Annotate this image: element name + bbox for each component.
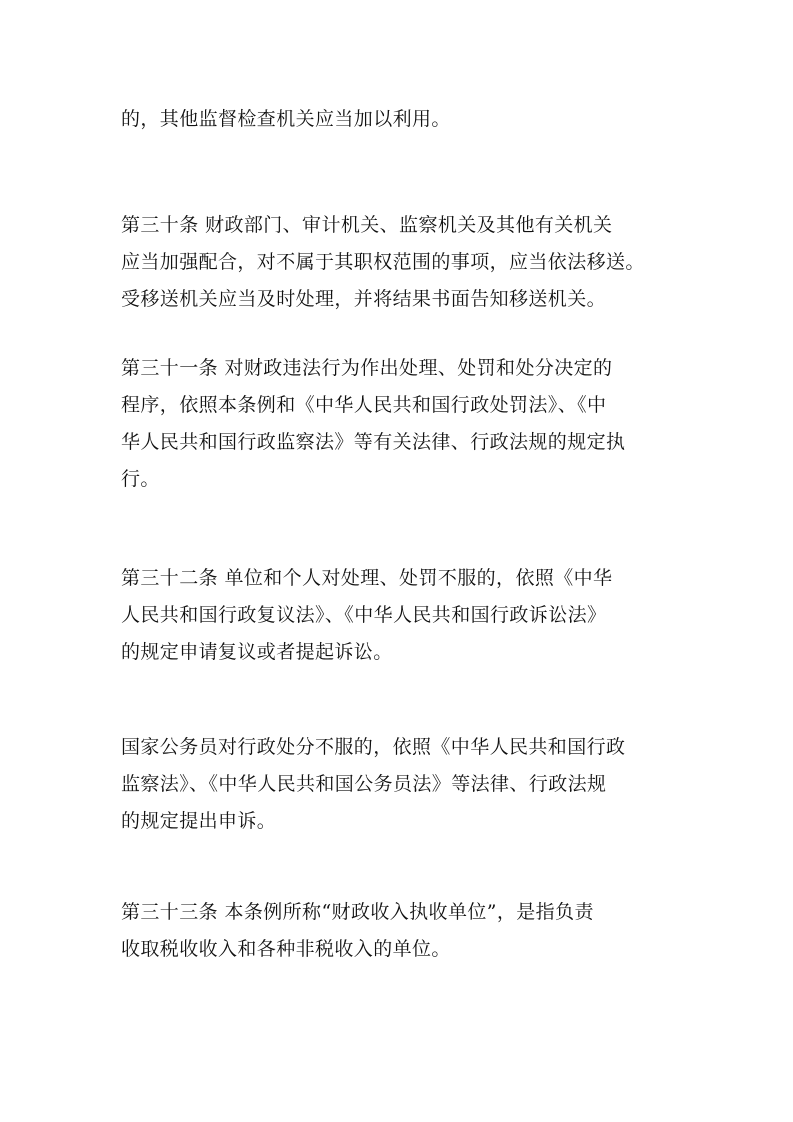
text-line: 第三十条 财政部门、审计机关、监察机关及其他有关机关 xyxy=(121,214,613,236)
text-line: 的规定提出申诉。 xyxy=(121,810,277,832)
paragraph-article-32 xyxy=(121,560,681,671)
paragraph-continuation xyxy=(121,101,681,138)
paragraph-article-30 xyxy=(121,207,681,318)
text-line: 应当加强配合，对不属于其职权范围的事项，应当依法移送。 xyxy=(121,251,645,273)
text-line: 人民共和国行政复议法》、《中华人民共和国行政诉讼法》 xyxy=(121,604,607,626)
text-line: 第三十二条 单位和个人对处理、处罚不服的，依照《中华 xyxy=(121,567,613,589)
text-line: 行。 xyxy=(121,468,160,490)
text-line: 程序，依照本条例和《中华人民共和国行政处罚法》、《中 xyxy=(121,394,607,416)
paragraph-article-33 xyxy=(121,894,681,968)
text-line: 第三十三条 本条例所称“财政收入执收单位”，是指负责 xyxy=(121,901,594,923)
text-line: 国家公务员对行政处分不服的，依照《中华人民共和国行政 xyxy=(121,736,626,758)
text-line: 受移送机关应当及时处理，并将结果书面告知移送机关。 xyxy=(121,288,607,310)
text-line: 华人民共和国行政监察法》等有关法律、行政法规的规定执 xyxy=(121,431,626,453)
text-line: 的规定申请复议或者提起诉讼。 xyxy=(121,641,393,663)
paragraph-article-31 xyxy=(121,350,681,498)
text-line: 监察法》、《中华人民共和国公务员法》等法律、行政法规 xyxy=(121,773,607,795)
text-line: 的，其他监督检查机关应当加以利用。 xyxy=(121,108,451,130)
text-line: 收取税收收入和各种非税收入的单位。 xyxy=(121,938,451,960)
paragraph-civil-servant-appeal xyxy=(121,729,681,840)
text-line: 第三十一条 对财政违法行为作出处理、处罚和处分决定的 xyxy=(121,357,613,379)
